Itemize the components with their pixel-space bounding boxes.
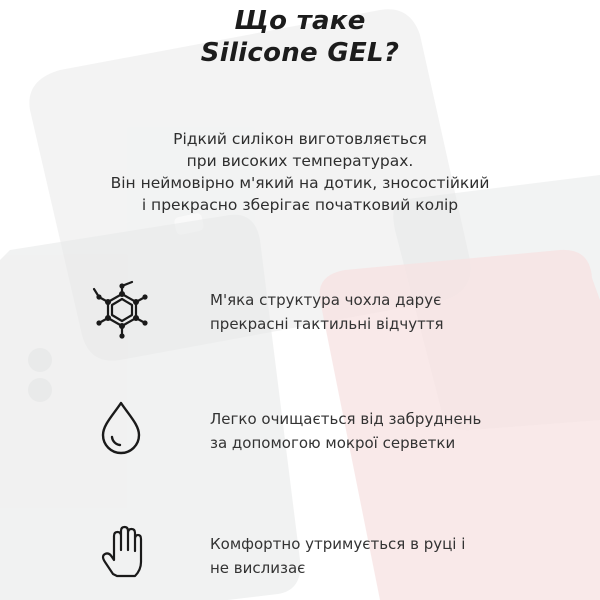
feature-line: не вислизає: [210, 559, 306, 577]
feature-text: [210, 532, 570, 580]
intro-line: Він неймовірно м'який на дотик, зносостійкий: [110, 174, 490, 192]
intro-text: [0, 128, 600, 216]
page-title-line2: Silicone GEL?: [200, 38, 400, 68]
feature-text: [210, 407, 570, 455]
molecule-icon: [90, 280, 154, 344]
feature-comfortable-grip: [0, 528, 600, 588]
intro-line: і прекрасно зберігає початковий колір: [141, 196, 459, 214]
feature-easy-clean: [0, 405, 600, 465]
hand-icon: [93, 524, 151, 582]
water-drop-icon: [93, 399, 149, 455]
feature-line: за допомогою мокрої серветки: [210, 434, 456, 452]
intro-line: при високих температурах.: [186, 152, 414, 170]
intro-line: Рідкий силікон виготовляється: [173, 130, 427, 148]
feature-line: прекрасні тактильні відчуття: [210, 315, 444, 333]
feature-soft-structure: [0, 286, 600, 346]
feature-line: М'яка структура чохла дарує: [210, 291, 442, 309]
page-title-line1: Що таке: [234, 6, 366, 36]
feature-line: Легко очищається від забруднень: [210, 410, 482, 428]
feature-line: Комфортно утримується в руці і: [210, 535, 466, 553]
feature-text: [210, 288, 570, 336]
